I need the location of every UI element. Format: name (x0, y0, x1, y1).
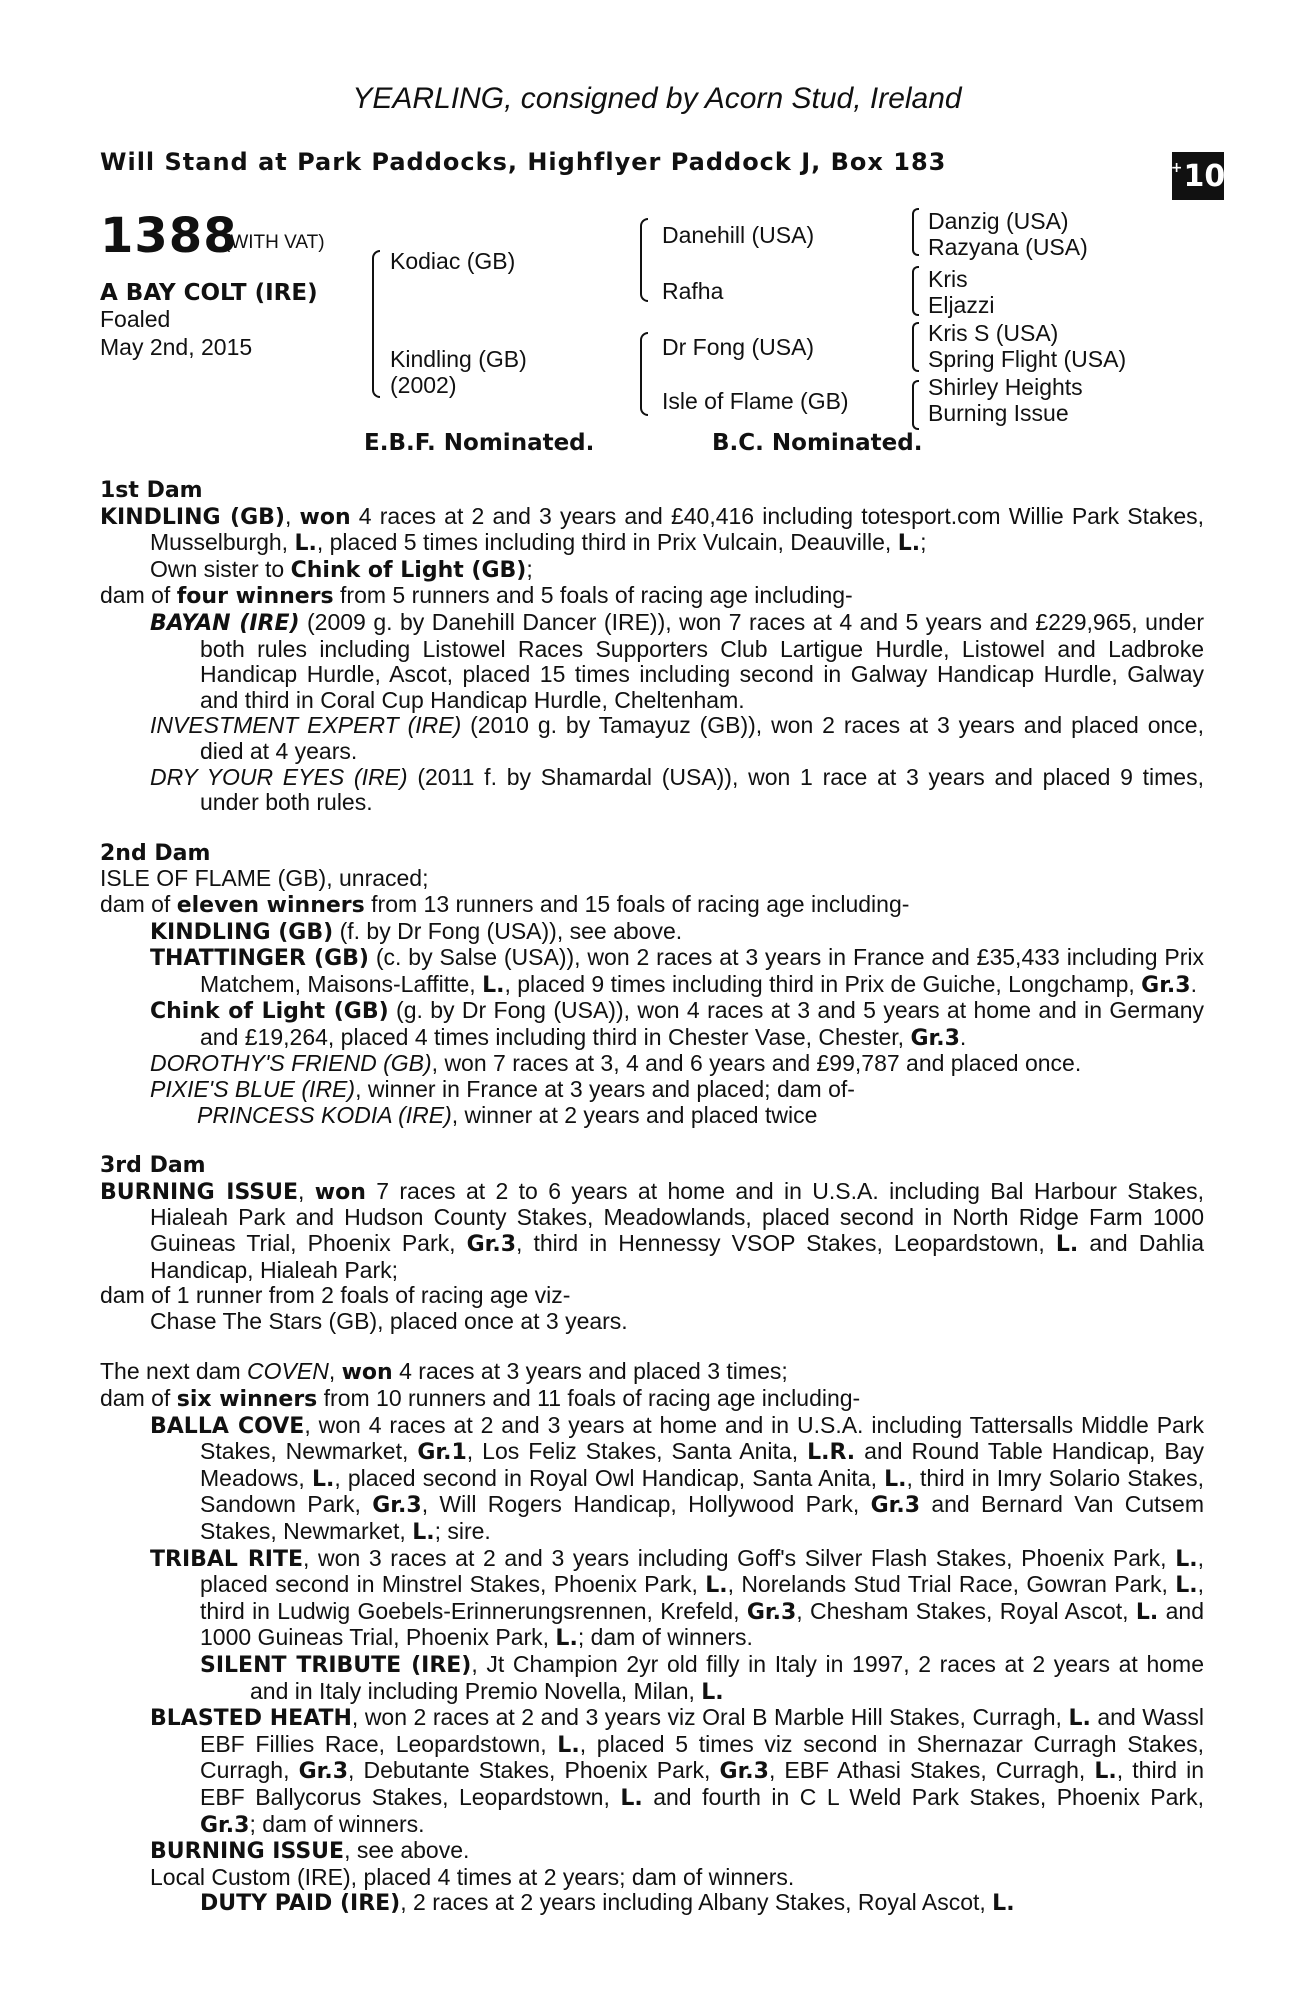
listed-marker: L. (1175, 1573, 1198, 1599)
group-marker: Gr.3 (719, 1759, 769, 1785)
group-marker: Gr.3 (298, 1759, 349, 1785)
horse-record: , third in Imry Solario Stakes, Sandown Park, (200, 1464, 1205, 1518)
next-dam-record (100, 1359, 1204, 1386)
third-dam-text: , third in Hennessy VSOP Stakes, Leopardstown, (516, 1230, 1056, 1257)
second-dam-produce-summary (100, 892, 1204, 919)
horse-record: , third in Ludwig Goebels-Erinnerungsrennen, Krefeld, (200, 1571, 1204, 1624)
pedigree-brace-g1 (912, 208, 919, 256)
bc-nominated: B.C. Nominated. (712, 430, 923, 456)
produce-dry-your-eyes (100, 765, 1204, 816)
punct: , (328, 1358, 342, 1385)
pedigree-dam: Kindling (GB) (390, 346, 527, 372)
third-dam-text: 7 races at 2 to 6 years at home and in U.S.A. including Bal Harbour Stakes, Hialeah Park and Hudson County Stakes, Meadowlands, placed second in North Ridge Farm 1000 Guineas Trial, Phoenix Park, (150, 1177, 1204, 1257)
produce-text: from 10 runners and 11 foals of racing age including- (317, 1385, 861, 1411)
listed-marker: L. (482, 972, 505, 998)
produce-silent-tribute (100, 1652, 1204, 1705)
second-dam-name: ISLE OF FLAME (GB), unraced; (100, 865, 429, 892)
pedigree-g3: Kris (928, 266, 968, 292)
dam-of-label: dam of (100, 1385, 177, 1411)
group-marker: Gr.3 (372, 1493, 422, 1519)
produce-text: from 13 runners and 15 foals of racing age including- (364, 890, 910, 917)
pedigree-brace-main (372, 250, 380, 398)
pedigree-dam-year: (2002) (390, 372, 457, 398)
next-dam-produce-summary (100, 1386, 1204, 1413)
horse-name: PRINCESS KODIA (IRE) (197, 1101, 452, 1128)
produce-princess-kodia (100, 1103, 1204, 1129)
first-dam-text: 4 races at 2 and 3 years and £40,416 including totesport.com Willie Park Stakes, Musselburgh, (150, 502, 1204, 556)
first-dam-name: KINDLING (GB) (100, 504, 285, 530)
horse-record: , Los Feliz Stakes, Santa Anita, (466, 1438, 808, 1465)
horse-record: , won 2 races at 2 and 3 years viz Oral B Marble Hill Stakes, Curragh, (351, 1704, 1069, 1731)
produce-dorothys-friend (100, 1051, 1204, 1077)
won-label: won (314, 1179, 366, 1205)
listed-marker: L. (1068, 1706, 1091, 1732)
badge-number: 10 (1183, 158, 1226, 194)
horse-record: , placed second in Royal Owl Handicap, Santa Anita, (334, 1464, 885, 1491)
horse-name: BAYAN (IRE) (150, 610, 300, 636)
next-dam-name: COVEN (247, 1358, 329, 1385)
produce-chase-the-stars: Chase The Stars (GB), placed once at 3 years. (150, 1307, 628, 1334)
horse-name: INVESTMENT EXPERT (IRE) (150, 712, 462, 739)
horse-name: DOROTHY'S FRIEND (GB) (150, 1050, 432, 1077)
pedigree-brace-g3 (912, 322, 919, 372)
next-dam-intro: The next dam (100, 1358, 248, 1385)
first-dam-text: ; (920, 529, 927, 556)
listed-marker: L.R. (807, 1440, 856, 1466)
first-dam-produce-summary (100, 583, 1204, 610)
listed-marker: L. (412, 1519, 435, 1545)
third-dam-record (100, 1179, 1204, 1283)
pedigree-g1: Danzig (USA) (928, 208, 1069, 234)
pedigree-brace-g4 (912, 380, 919, 430)
won-label: won (341, 1360, 393, 1386)
first-dam-heading: 1st Dam (100, 478, 203, 503)
own-sister-line (100, 557, 1204, 584)
horse-record: , see above. (344, 1837, 470, 1864)
consignment-header: YEARLING, consigned by Acorn Stud, Ireland (352, 82, 962, 115)
horse-record: , third in EBF Ballycorus Stakes, Leopardstown, (200, 1757, 1204, 1810)
own-sister-label: Own sister to (150, 555, 291, 582)
group-marker: Gr.3 (910, 1025, 960, 1051)
horse-record: , Chesham Stakes, Royal Ascot, (796, 1597, 1136, 1624)
lot-vat: (WITH VAT) (224, 232, 325, 253)
group-marker: Gr.1 (417, 1440, 467, 1466)
horse-name: BURNING ISSUE (150, 1839, 345, 1865)
winners-count: four winners (176, 584, 334, 610)
horse-name: SILENT TRIBUTE (IRE) (200, 1652, 472, 1678)
horse-record: and Wassl EBF Fillies Race, Leopardstown, (200, 1704, 1204, 1757)
group-marker: Gr.3 (1141, 972, 1191, 998)
horse-record: (g. by Dr Fong (USA)), won 4 races at 3 and 5 years at home and in Germany and £19,264, placed 4 times including third in Chester Vase, Chester, (200, 997, 1204, 1050)
horse-record: , won 3 races at 2 and 3 years including Goff's Silver Flash Stakes, Phoenix Park, (303, 1544, 1176, 1571)
first-dam-record: KINDLING (GB), won 4 races at 2 and 3 years and £40,416 including totesport.com Willie Park Stakes, Musselburgh, L., placed 5 times including third in Prix Vulcain, Deauville, L.; (100, 502, 1204, 557)
listed-marker: L. (884, 1466, 907, 1492)
horse-record: , placed second in Minstrel Stakes, Phoenix Park, (200, 1544, 1204, 1598)
listed-marker: L. (1094, 1759, 1117, 1785)
horse-record: , Debutante Stakes, Phoenix Park, (348, 1757, 720, 1784)
pedigree-sire: Kodiac (GB) (390, 248, 516, 274)
horse-name: THATTINGER (GB) (150, 946, 369, 972)
ebf-nominated: E.B.F. Nominated. (364, 430, 595, 456)
produce-burning-issue (100, 1838, 1204, 1865)
horse-record: , 2 races at 2 years including Albany Stakes, Royal Ascot, (400, 1889, 993, 1916)
lot-number: 1388 (100, 208, 238, 264)
listed-marker: L. (294, 531, 317, 557)
punct: ; (526, 555, 533, 582)
catalogue-body (100, 478, 1204, 1917)
pedigree-g4: Eljazzi (928, 292, 995, 318)
horse-record: ; dam of winners. (577, 1624, 753, 1651)
group-marker: Gr.3 (746, 1599, 797, 1625)
pedigree-sire-sire: Danehill (USA) (662, 222, 815, 248)
produce-chink-of-light (100, 998, 1204, 1051)
horse-name: PIXIE'S BLUE (IRE) (150, 1076, 356, 1103)
produce-duty-paid (100, 1890, 1204, 1917)
listed-marker: L. (557, 1732, 580, 1758)
listed-marker: L. (311, 1466, 335, 1492)
horse-record: and fourth in C L Weld Park Stakes, Phoenix Park, (642, 1783, 1204, 1810)
horse-name: DRY YOUR EYES (IRE) (150, 763, 408, 790)
listed-marker: L. (701, 1679, 724, 1705)
pedigree-dam-dam: Isle of Flame (GB) (662, 388, 849, 414)
horse-record: and 1000 Guineas Trial, Phoenix Park, (200, 1597, 1204, 1651)
horse-record: , placed 9 times including third in Prix de Guiche, Longchamp, (504, 970, 1142, 997)
horse-record: , winner in France at 3 years and placed; dam of- (355, 1076, 855, 1103)
foaled-date: May 2nd, 2015 (100, 334, 253, 360)
horse-record: (c. by Salse (USA)), won 2 races at 3 years in France and £35,433 including Prix Matchem, Maisons-Laffitte, (200, 944, 1204, 997)
pedigree-g7: Shirley Heights (928, 374, 1083, 400)
punct: . (1190, 970, 1197, 997)
pedigree-brace-sire (640, 218, 648, 302)
third-dam-produce-summary: dam of 1 runner from 2 foals of racing age viz- (100, 1282, 571, 1309)
listed-marker: L. (555, 1626, 578, 1652)
horse-name: TRIBAL RITE (150, 1546, 304, 1572)
horse-name: DUTY PAID (IRE) (200, 1891, 401, 1917)
produce-pixies-blue (100, 1077, 1204, 1103)
produce-local-custom: Local Custom (IRE), placed 4 times at 2 years; dam of winners. (150, 1863, 795, 1890)
horse-name: KINDLING (GB) (150, 919, 334, 945)
pedigree-dam-sire: Dr Fong (USA) (662, 334, 815, 360)
horse-record: , won 4 races at 2 and 3 years at home and in U.S.A. including Tattersalls Middle Park Stakes, Newmarket, (200, 1411, 1204, 1465)
horse-record: (2009 g. by Danehill Dancer (IRE)), won 7 races at 4 and 5 years and £229,965, under both rules including Listowel Races Supporters Club Lartigue Hurdle, Listowel and Ladbroke Handicap Hurdle, Ascot, placed 15 times including second in Galway Handicap Hurdle, Galway and third in Coral Cup Handicap Hurdle, Cheltenham. (200, 608, 1204, 713)
pedigree-g6: Spring Flight (USA) (928, 346, 1127, 372)
listed-marker: L. (705, 1573, 728, 1599)
horse-record: and Bernard Van Cutsem Stakes, Newmarket, (200, 1491, 1204, 1544)
pedigree-g5: Kris S (USA) (928, 320, 1059, 346)
horse-record: , Will Rogers Handicap, Hollywood Park, (421, 1491, 871, 1518)
third-dam-text: and Dahlia Handicap, Hialeah Park; (150, 1230, 1204, 1283)
winners-count: six winners (176, 1387, 318, 1412)
first-dam-text: , placed 5 times including third in Prix Vulcain, Deauville, (316, 529, 898, 556)
page-badge (1172, 152, 1224, 200)
horse-record: , placed 5 times viz second in Shernazar Curragh Stakes, Curragh, (200, 1730, 1205, 1784)
foaled-label: Foaled (100, 306, 171, 332)
horse-name: BALLA COVE (150, 1413, 305, 1439)
pedigree-brace-g2 (912, 266, 919, 316)
lot-description: A BAY COLT (IRE) (100, 280, 318, 306)
punct: . (959, 1023, 967, 1050)
dam-of-label: dam of (100, 582, 177, 609)
horse-name: BLASTED HEATH (150, 1706, 352, 1732)
horse-record: , winner at 2 years and placed twice (451, 1101, 818, 1128)
group-marker: Gr.3 (466, 1232, 517, 1258)
pedigree-brace-dam (640, 332, 648, 416)
punct: , (298, 1177, 315, 1204)
produce-bayan (100, 610, 1204, 713)
horse-record: (f. by Dr Fong (USA)), see above. (333, 917, 683, 944)
produce-balla-cove (100, 1413, 1204, 1546)
pedigree-g8: Burning Issue (928, 400, 1069, 426)
next-dam-text: 4 races at 3 years and placed 3 times; (392, 1358, 788, 1385)
horse-record: ; dam of winners. (249, 1810, 425, 1837)
horse-record: , Norelands Stud Trial Race, Gowran Park, (727, 1571, 1176, 1598)
horse-record: and Round Table Handicap, Bay Meadows, (200, 1438, 1204, 1491)
horse-record: (2010 g. by Tamayuz (GB)), won 2 races at 3 years and placed once, died at 4 years. (200, 712, 1204, 764)
listed-marker: L. (897, 531, 921, 557)
pedigree-g2: Razyana (USA) (928, 234, 1088, 260)
third-dam-name: BURNING ISSUE (100, 1179, 299, 1205)
listed-marker: L. (1175, 1546, 1198, 1572)
listed-marker: L. (1055, 1232, 1079, 1258)
produce-investment-expert (100, 713, 1204, 764)
winners-count: eleven winners (176, 892, 365, 918)
horse-record: , EBF Athasi Stakes, Curragh, (768, 1757, 1095, 1784)
horse-record: , Jt Champion 2yr old filly in Italy in 1997, 2 races at 2 years at home and in Italy including Premio Novella, Milan, (250, 1650, 1204, 1704)
group-marker: Gr.3 (200, 1812, 250, 1838)
horse-record: (2011 f. by Shamardal (USA)), won 1 race at 3 years and placed 9 times, under both rules. (200, 763, 1204, 816)
won-label: won (299, 504, 351, 530)
horse-record: ; sire. (434, 1517, 491, 1544)
produce-text: from 5 runners and 5 foals of racing age including- (333, 582, 853, 609)
second-dam-heading: 2nd Dam (100, 840, 211, 866)
third-dam-heading: 3rd Dam (100, 1153, 206, 1179)
group-marker: Gr.3 (870, 1493, 921, 1519)
stand-location: Will Stand at Park Paddocks, Highflyer Paddock J, Box 183 (100, 148, 947, 176)
produce-tribal-rite (100, 1546, 1204, 1652)
listed-marker: L. (620, 1785, 643, 1811)
pedigree-sire-dam: Rafha (662, 278, 724, 304)
own-sister-name: Chink of Light (GB) (290, 557, 527, 583)
dam-of-label: dam of (100, 890, 177, 917)
badge-plus: + (1170, 160, 1183, 176)
listed-marker: L. (992, 1891, 1015, 1917)
horse-name: Chink of Light (GB) (150, 999, 389, 1025)
listed-marker: L. (1135, 1599, 1159, 1625)
produce-kindling (100, 919, 1204, 946)
horse-record: , won 7 races at 3, 4 and 6 years and £99,787 and placed once. (431, 1050, 1082, 1077)
produce-thattinger (100, 945, 1204, 998)
produce-blasted-heath (100, 1705, 1204, 1838)
